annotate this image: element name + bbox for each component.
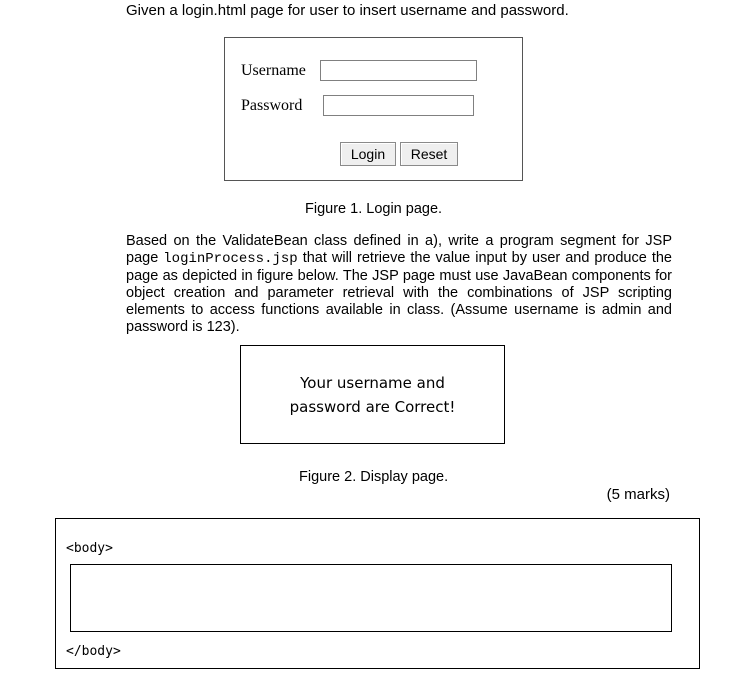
password-input[interactable] — [323, 95, 474, 116]
reset-button[interactable]: Reset — [400, 142, 458, 166]
question-paragraph — [126, 233, 672, 336]
figure2-caption: Figure 2. Display page. — [299, 469, 449, 485]
paragraph-text-start: Based on the ValidateBean class defined in a), write a program segment for JSP page — [126, 233, 672, 266]
display-message-line2: password are Correct! — [289, 397, 456, 416]
question-intro: Given a login.html page for user to insert username and password. — [126, 2, 569, 19]
display-page-figure — [240, 345, 505, 444]
jsp-filename: loginProcess.jsp — [163, 251, 298, 267]
username-label: Username — [241, 62, 306, 79]
password-label: Password — [241, 97, 303, 114]
marks-label: (5 marks) — [606, 486, 670, 503]
figure1-caption: Figure 1. Login page. — [305, 201, 443, 217]
username-input[interactable] — [320, 60, 477, 81]
answer-input-area[interactable] — [70, 564, 672, 632]
paragraph-text-end: that will retrieve the value input by user and produce the page as depicted in figure below. The JSP page must use JavaBean components for object creation and parameter retrieval with the combinations of JSP scripting elements to access functions available in class. (Assume username is admin and password is 123). — [126, 250, 672, 335]
login-button[interactable]: Login — [340, 142, 396, 166]
display-message-line1: Your username and — [300, 373, 445, 392]
body-open-tag: <body> — [66, 541, 113, 556]
body-close-tag: </body> — [66, 644, 121, 659]
